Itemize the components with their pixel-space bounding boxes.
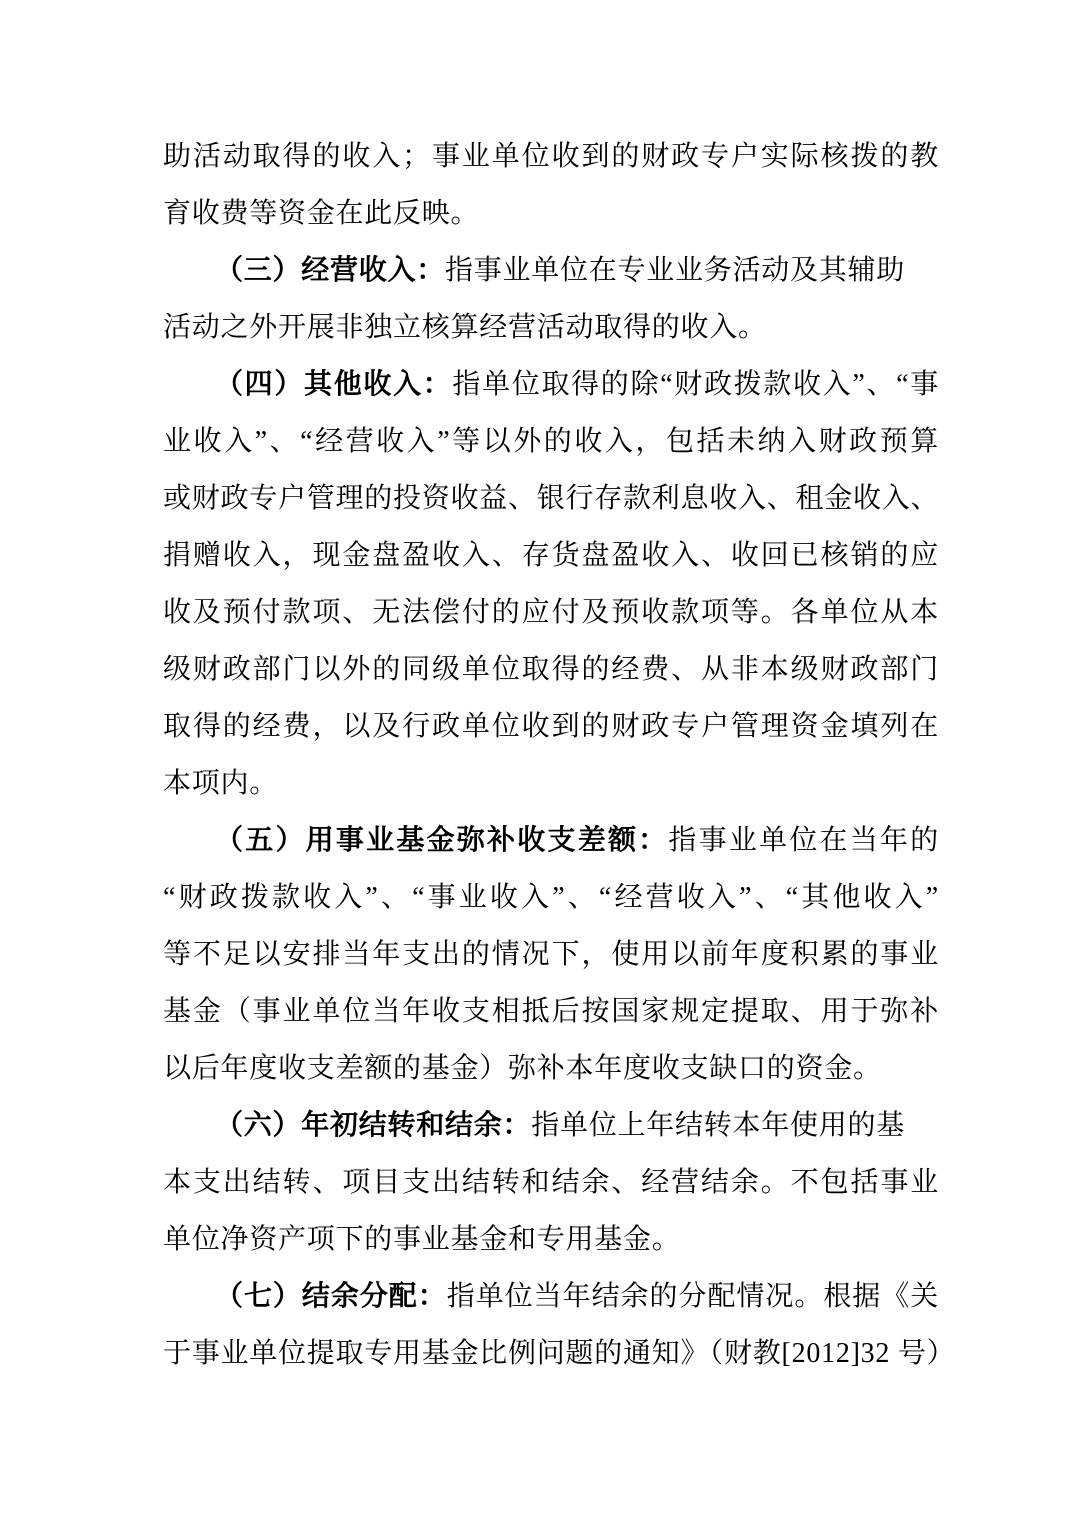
text-segment: 或财政专户管理的投资收益、银行存款利息收入、租金收入、 — [163, 483, 940, 514]
term-heading: （六）年初结转和结余： — [215, 1110, 532, 1141]
text-segment: 等不足以安排当年支出的情况下，使用以前年度积累的事业 — [163, 939, 939, 970]
text-line — [163, 926, 939, 983]
text-line — [163, 1268, 939, 1325]
text-line — [163, 242, 939, 299]
text-line — [163, 1211, 939, 1268]
text-segment: 取得的经费，以及行政单位收到的财政专户管理资金填列在 — [163, 711, 939, 742]
text-line — [163, 812, 939, 869]
term-heading: （五）用事业基金弥补收支差额： — [215, 825, 669, 856]
text-line — [163, 128, 939, 185]
text-line — [163, 1040, 939, 1097]
text-line — [163, 983, 939, 1040]
text-line — [163, 185, 939, 242]
text-segment: 活动之外开展非独立核算经营活动取得的收入。 — [163, 312, 767, 343]
text-segment: 本支出结转、项目支出结转和结余、经营结余。不包括事业 — [163, 1167, 939, 1198]
text-segment: 指事业单位在专业业务活动及其辅助 — [445, 255, 906, 286]
text-segment: 指事业单位在当年的 — [668, 825, 939, 856]
document-body — [163, 128, 956, 1382]
text-segment: 指单位取得的除“财政拨款收入”、“事 — [452, 369, 939, 400]
text-segment: 助活动取得的收入；事业单位收到的财政专户实际核拨的教 — [163, 141, 939, 172]
text-line — [163, 356, 939, 413]
text-segment: 级财政部门以外的同级单位取得的经费、从非本级财政部门 — [163, 654, 939, 685]
term-heading: （四）其他收入： — [215, 369, 453, 400]
paragraph — [163, 1097, 939, 1268]
text-segment: 业收入”、“经营收入”等以外的收入，包括未纳入财政预算 — [163, 426, 939, 457]
paragraph — [163, 356, 939, 812]
text-line — [163, 527, 939, 584]
text-line — [163, 413, 939, 470]
text-segment: 育收费等资金在此反映。 — [163, 198, 480, 229]
text-line — [163, 869, 939, 926]
text-line — [163, 641, 939, 698]
text-line — [163, 698, 939, 755]
paragraph — [163, 242, 939, 356]
text-line — [163, 470, 939, 527]
text-segment: 基金（事业单位当年收支相抵后按国家规定提取、用于弥补 — [163, 996, 939, 1027]
paragraph — [163, 1268, 956, 1382]
text-line — [163, 584, 939, 641]
paragraph — [163, 128, 939, 242]
term-heading: （七）结余分配： — [215, 1281, 447, 1312]
text-segment: 指单位上年结转本年使用的基 — [531, 1110, 906, 1141]
text-segment: 于事业单位提取专用基金比例问题的通知》（财教[2012]32 号） — [163, 1338, 956, 1369]
text-segment: 指单位当年结余的分配情况。根据《关 — [446, 1281, 939, 1312]
text-segment: 收及预付款项、无法偿付的应付及预收款项等。各单位从本 — [163, 597, 939, 628]
text-segment: 以后年度收支差额的基金）弥补本年度收支缺口的资金。 — [163, 1053, 882, 1084]
text-line — [163, 1325, 956, 1382]
text-segment: 捐赠收入，现金盘盈收入、存货盘盈收入、收回已核销的应 — [163, 540, 939, 571]
paragraph — [163, 812, 939, 1097]
text-line — [163, 299, 939, 356]
text-segment: 本项内。 — [163, 768, 279, 799]
text-line — [163, 1097, 939, 1154]
text-segment: 单位净资产项下的事业基金和专用基金。 — [163, 1224, 681, 1255]
text-line — [163, 755, 939, 812]
text-line — [163, 1154, 939, 1211]
term-heading: （三）经营收入： — [215, 255, 446, 286]
text-segment: “财政拨款收入”、“事业收入”、“经营收入”、“其他收入” — [163, 882, 939, 913]
